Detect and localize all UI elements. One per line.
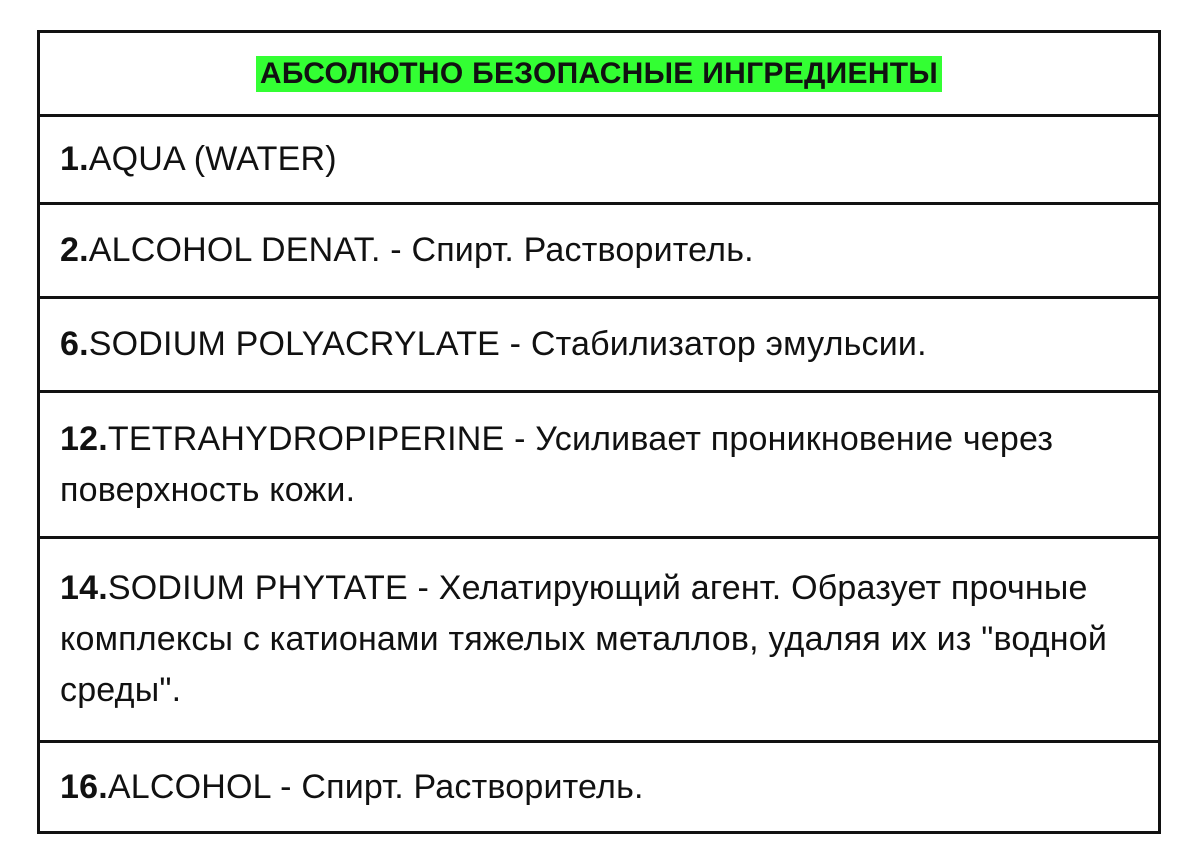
table-row: [40, 393, 1158, 539]
ingredient-text: AQUA (WATER): [88, 140, 337, 178]
row-content: [60, 563, 1138, 716]
ingredient-number: 12.: [60, 419, 108, 458]
row-content: [60, 134, 337, 185]
ingredient-text: SODIUM PHYTATE - Хелатирующий агент. Образует прочные комплексы с катионами тяжелых металлов, удаляя их из "водной среды".: [60, 569, 1108, 709]
ingredient-text: ALCOHOL - Спирт. Растворитель.: [107, 767, 644, 806]
row-content: [60, 319, 927, 370]
table-row: [40, 299, 1158, 393]
table-title: АБСОЛЮТНО БЕЗОПАСНЫЕ ИНГРЕДИЕНТЫ: [256, 56, 942, 92]
ingredient-number: 1.: [60, 140, 89, 178]
row-content: [60, 225, 754, 276]
ingredient-number: 6.: [60, 325, 89, 363]
table-header-row: [40, 33, 1158, 117]
ingredient-number: 14.: [60, 569, 108, 607]
ingredient-text: ALCOHOL DENAT. - Спирт. Растворитель.: [88, 231, 754, 269]
table-row: [40, 539, 1158, 743]
ingredient-number: 2.: [60, 231, 89, 269]
ingredient-number: 16.: [60, 767, 108, 806]
table-row: [40, 205, 1158, 299]
row-content: [60, 762, 644, 813]
table-row: [40, 743, 1158, 831]
table-row: [40, 117, 1158, 205]
ingredient-text: SODIUM POLYACRYLATE - Стабилизатор эмульсии.: [88, 325, 927, 363]
ingredient-text: TETRAHYDROPIPERINE - Усиливает проникновение через поверхность кожи.: [60, 419, 1054, 509]
ingredients-table: [37, 30, 1161, 834]
row-content: [60, 414, 1138, 516]
